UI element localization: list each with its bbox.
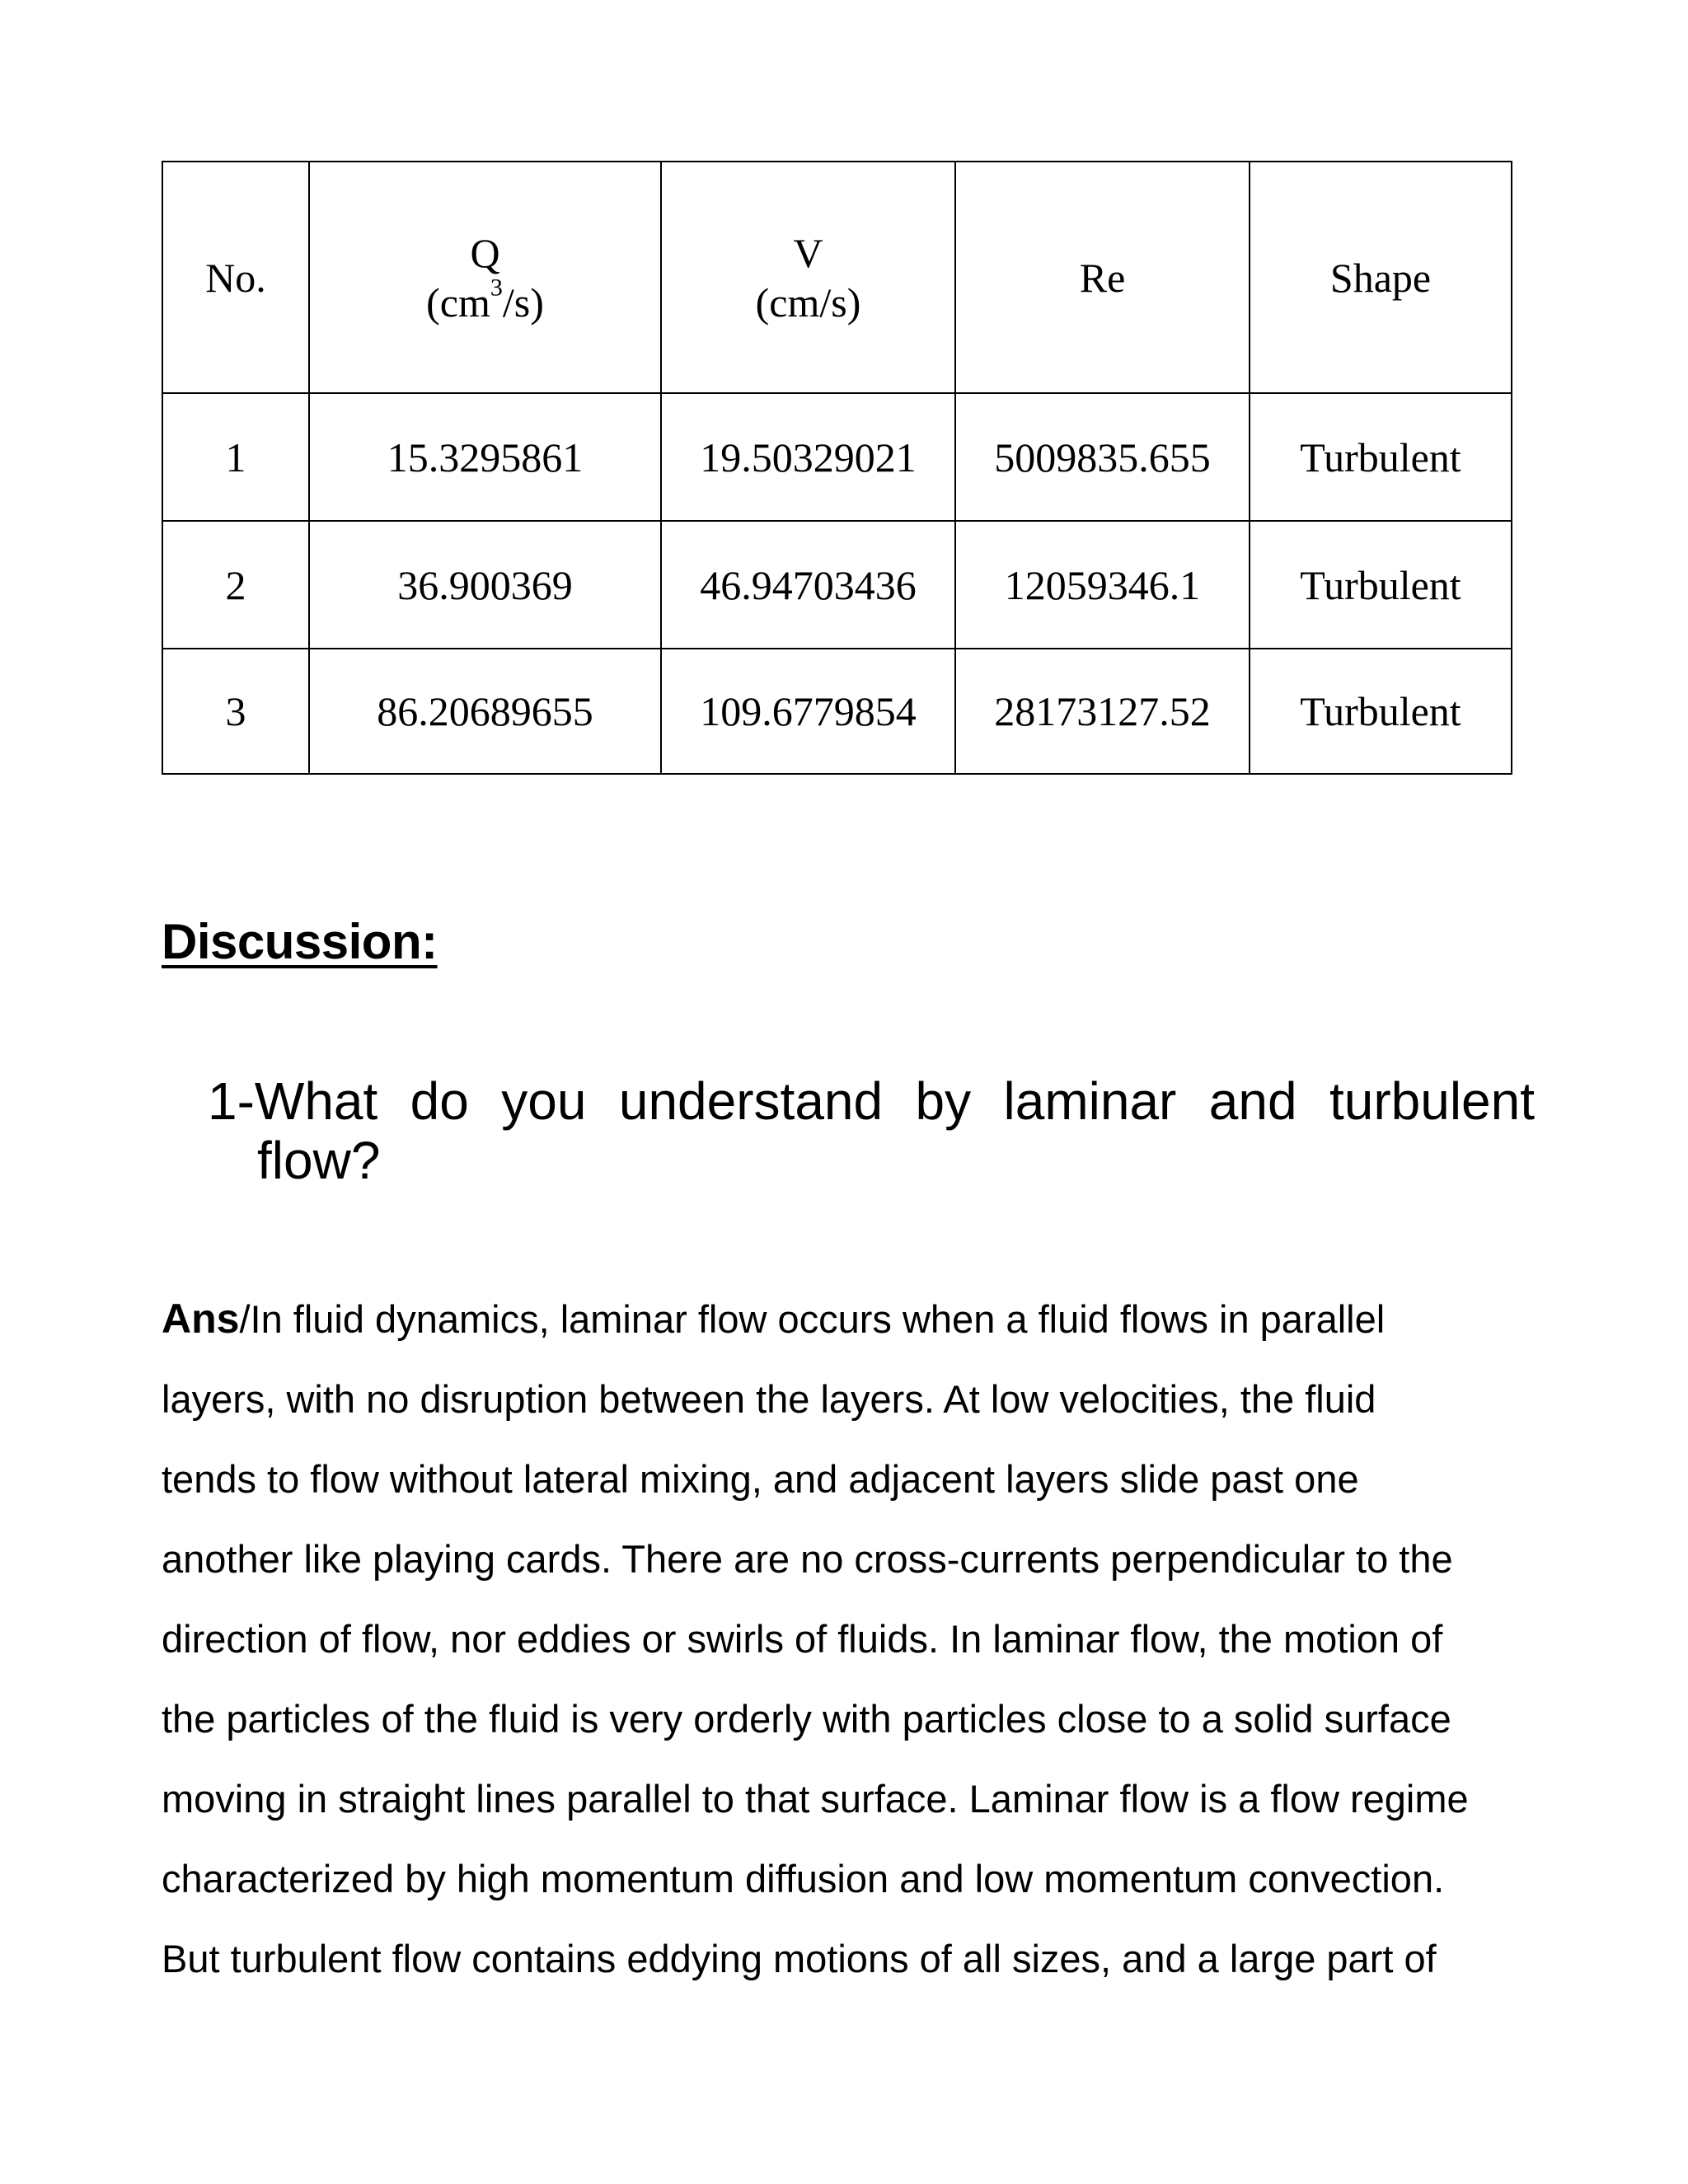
table-row (162, 521, 1512, 649)
header-q (309, 162, 661, 393)
cell-no: 1 (162, 393, 309, 521)
header-q-unit (310, 274, 660, 327)
header-q-unit-pre: (cm (426, 279, 490, 326)
cell-v: 46.94703436 (661, 521, 955, 649)
cell-shape: Turbulent (1250, 393, 1512, 521)
table-row (162, 649, 1512, 774)
results-table (162, 161, 1512, 775)
discussion-heading: Discussion: (162, 914, 438, 969)
cell-re: 28173127.52 (955, 649, 1250, 774)
answer-line: layers, with no disruption between the layers. At low velocities, the fluid (162, 1377, 1376, 1421)
header-v-symbol: V (793, 229, 823, 276)
answer-label: Ans (162, 1296, 240, 1342)
header-re (955, 162, 1250, 393)
header-shape-label: Shape (1329, 254, 1432, 301)
cell-no: 2 (162, 521, 309, 649)
header-q-unit-exponent: 3 (490, 274, 503, 301)
cell-re: 5009835.655 (955, 393, 1250, 521)
header-shape (1250, 162, 1512, 393)
table-row (162, 393, 1512, 521)
header-no-label: No. (205, 254, 266, 301)
answer-line: moving in straight lines parallel to that surface. Laminar flow is a flow regime (162, 1777, 1469, 1821)
header-v (661, 162, 955, 393)
header-v-unit: (cm/s) (755, 279, 861, 326)
cell-v: 109.6779854 (661, 649, 955, 774)
answer-line: tends to flow without lateral mixing, and adjacent layers slide past one (162, 1457, 1359, 1501)
cell-shape: Turbulent (1250, 521, 1512, 649)
table-header-row (162, 162, 1512, 393)
header-no (162, 162, 309, 393)
answer-paragraph (162, 1279, 1530, 1999)
answer-line: the particles of the fluid is very orderly with particles close to a solid surface (162, 1697, 1451, 1741)
answer-line: But turbulent flow contains eddying motions of all sizes, and a large part of (162, 1937, 1437, 1980)
header-q-unit-post: /s) (502, 279, 544, 326)
cell-q: 86.20689655 (309, 649, 661, 774)
cell-q: 15.3295861 (309, 393, 661, 521)
cell-q: 36.900369 (309, 521, 661, 649)
answer-line (162, 1279, 1530, 1359)
header-re-label: Re (1079, 254, 1126, 301)
cell-shape: Turbulent (1250, 649, 1512, 774)
cell-no: 3 (162, 649, 309, 774)
cell-re: 12059346.1 (955, 521, 1250, 649)
answer-line: direction of flow, nor eddies or swirls of fluids. In laminar flow, the motion of (162, 1617, 1443, 1661)
cell-v: 19.50329021 (661, 393, 955, 521)
answer-line-text: /In fluid dynamics, laminar flow occurs when a fluid flows in parallel (239, 1297, 1386, 1341)
answer-line: characterized by high momentum diffusion and low momentum convection. (162, 1857, 1445, 1900)
answer-line: another like playing cards. There are no cross-currents perpendicular to the (162, 1537, 1453, 1581)
header-q-symbol: Q (470, 229, 500, 276)
question-text: 1-What do you understand by laminar and turbulent flow? (208, 1071, 1535, 1190)
